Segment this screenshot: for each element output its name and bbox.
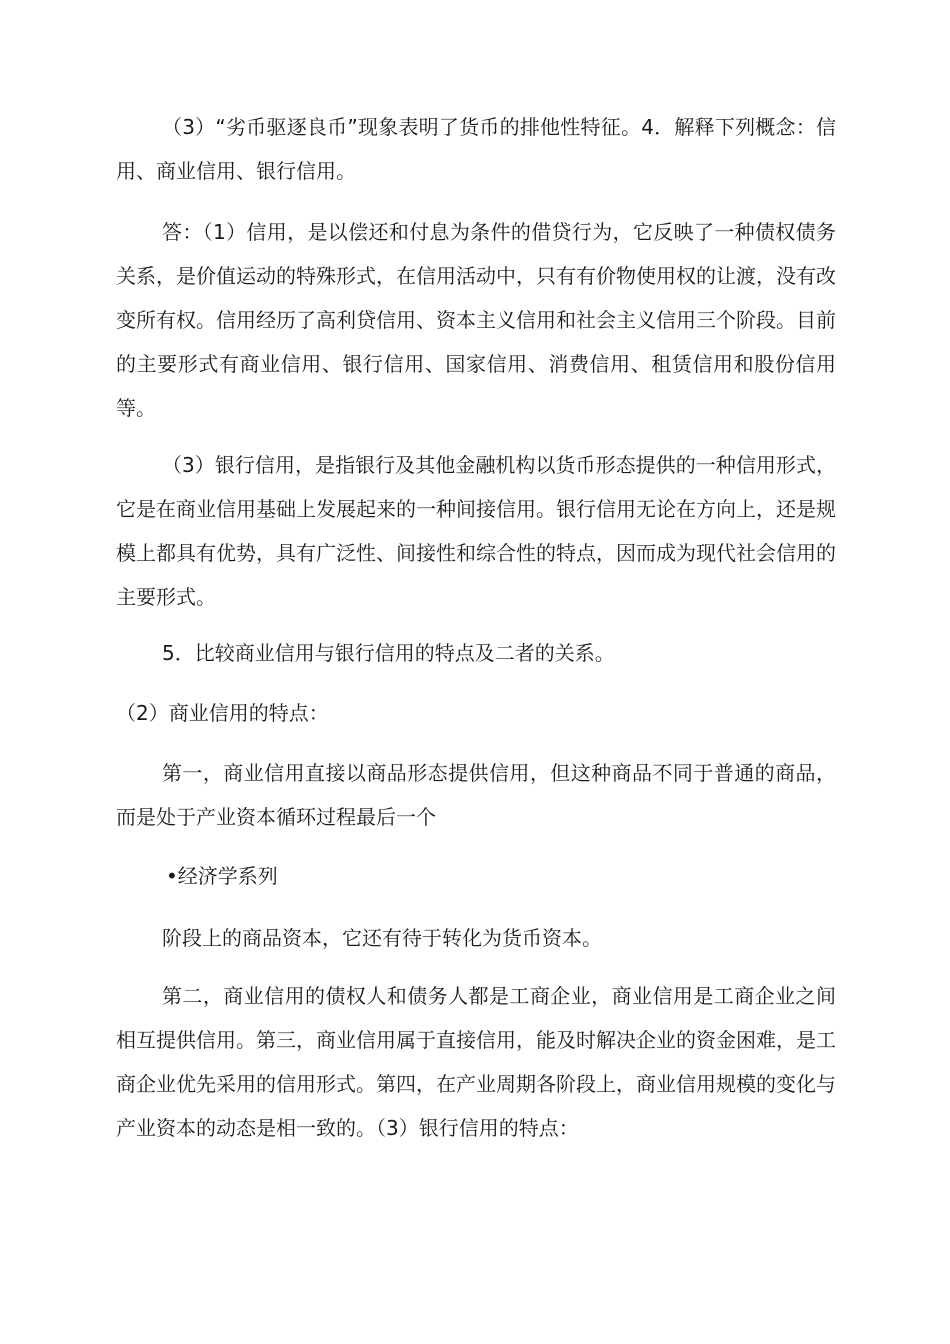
paragraph-bank-credit-definition: （3）银行信用，是指银行及其他金融机构以货币形态提供的一种信用形式，它是在商业信用基础上发展起来的一种间接信用。银行信用无论在方向上，还是规模上都具有优势，具有广泛性、间接性和综合性的特点，因而成为现代社会信用的主要形式。 — [116, 453, 836, 609]
paragraph-bad-money-note: （3）“劣币驱逐良币”现象表明了货币的排他性特征。4．解释下列概念：信用、商业信用、银行信用。 — [116, 115, 836, 183]
paragraph-features-two-to-four: 第二，商业信用的债权人和债务人都是工商企业，商业信用是工商企业之间相互提供信用。第三，商业信用属于直接信用，能及时解决企业的资金困难，是工商企业优先采用的信用形式。第四，在产业周期各阶段上，商业信用规模的变化与产业资本的动态是相一致的。（3）银行信用的特点： — [116, 984, 836, 1140]
paragraph-feature-one-continued: 阶段上的商品资本，它还有待于转化为货币资本。 — [162, 926, 602, 950]
paragraph-credit-definition: 答：（1）信用，是以偿还和付息为条件的借贷行为，它反映了一种债权债务关系，是价值运动的特殊形式，在信用活动中，只有有价物使用权的让渡，没有改变所有权。信用经历了高利贷信用、资本主义信用和社会主义信用三个阶段。目前的主要形式有商业信用、银行信用、国家信用、消费信用、租赁信用和股份信用等。 — [116, 220, 836, 420]
question-5-heading: 5．比较商业信用与银行信用的特点及二者的关系。 — [162, 641, 615, 665]
paragraph-feature-one: 第一，商业信用直接以商品形态提供信用，但这种商品不同于普通的商品，而是处于产业资本循环过程最后一个 — [116, 761, 836, 829]
commercial-credit-features-heading: （2）商业信用的特点： — [116, 701, 329, 725]
series-label: •经济学系列 — [166, 864, 278, 888]
